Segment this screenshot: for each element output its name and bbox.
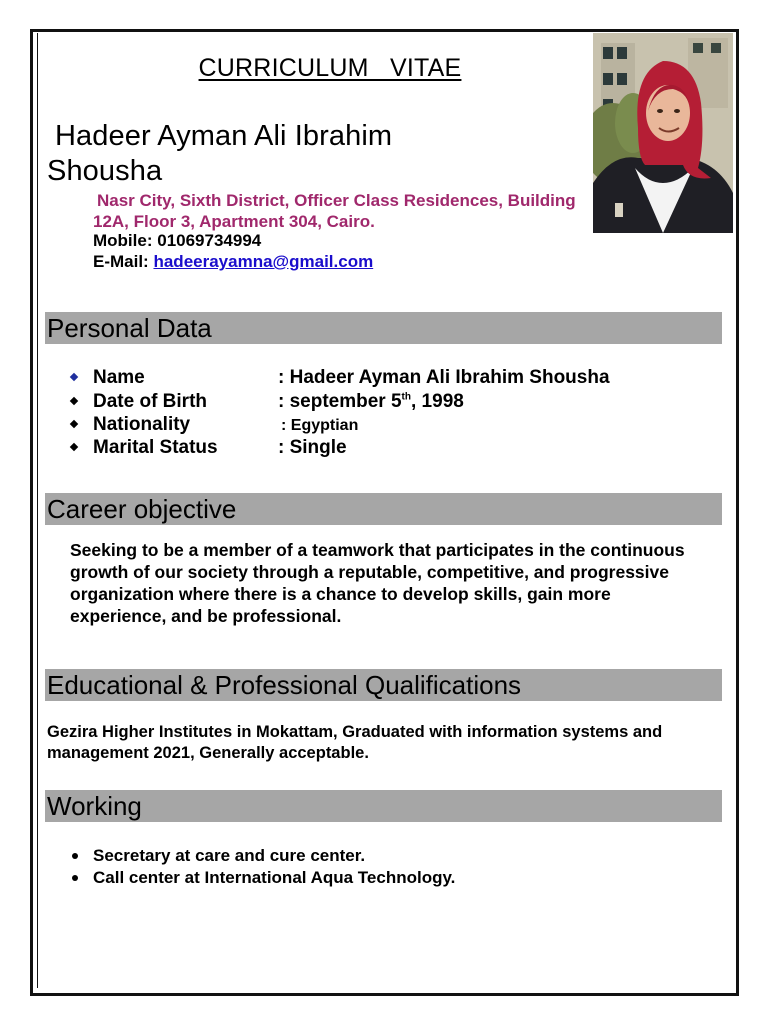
education-text: Gezira Higher Institutes in Mokattam, Graduated with information systems and management 2021, Generally acceptable. xyxy=(47,723,663,762)
email-label: E-Mail: xyxy=(93,252,149,271)
section-header-education: Educational & Professional Qualifications xyxy=(45,669,722,701)
personal-value-marital: : Single xyxy=(278,437,347,458)
mobile-line xyxy=(93,231,261,251)
work-item-text: Call center at International Aqua Technology. xyxy=(93,868,456,887)
profile-photo-illustration xyxy=(593,33,733,233)
dob-day: : september 5 xyxy=(278,391,402,412)
work-item-text: Secretary at care and cure center. xyxy=(93,846,366,865)
mobile-label: Mobile: xyxy=(93,231,153,250)
section-header-personal-data: Personal Data xyxy=(45,312,722,344)
candidate-name-line2: Shousha xyxy=(47,155,163,187)
dob-year: , 1998 xyxy=(411,391,464,412)
document-title: CURRICULUM VITAE xyxy=(198,54,462,82)
personal-label-dob: Date of Birth xyxy=(93,391,207,412)
email-line xyxy=(93,252,373,272)
mobile-value: 01069734994 xyxy=(157,231,262,250)
personal-label-nationality: Nationality xyxy=(93,414,191,435)
list-item xyxy=(70,867,455,889)
bullet-icon xyxy=(72,875,78,881)
personal-label-name: Name xyxy=(93,367,145,388)
working-list xyxy=(70,845,455,889)
address: Nasr City, Sixth District, Officer Class Residences, Building 12A, Floor 3, Apartment 304, Cairo. xyxy=(93,191,576,231)
candidate-name-line1: Hadeer Ayman Ali Ibrahim xyxy=(55,120,393,152)
bullet-icon xyxy=(72,853,78,859)
personal-value-name: : Hadeer Ayman Ali Ibrahim Shousha xyxy=(278,367,610,388)
personal-label-marital: Marital Status xyxy=(93,437,218,458)
career-objective-text: Seeking to be a member of a teamwork that participates in the continuous growth of our society through a reputable, competitive, and progressive organization where there is a chance to develop skills, gain more experience, and be professional. xyxy=(70,540,685,626)
profile-photo xyxy=(593,33,733,233)
section-header-career-objective: Career objective xyxy=(45,493,722,525)
dob-ordinal: th xyxy=(401,391,411,403)
personal-value-nationality: : Egyptian xyxy=(281,417,359,434)
email-link[interactable]: hadeerayamna@gmail.com xyxy=(153,252,374,271)
personal-value-dob xyxy=(278,391,464,413)
list-item xyxy=(70,845,455,867)
section-header-working: Working xyxy=(45,790,722,822)
